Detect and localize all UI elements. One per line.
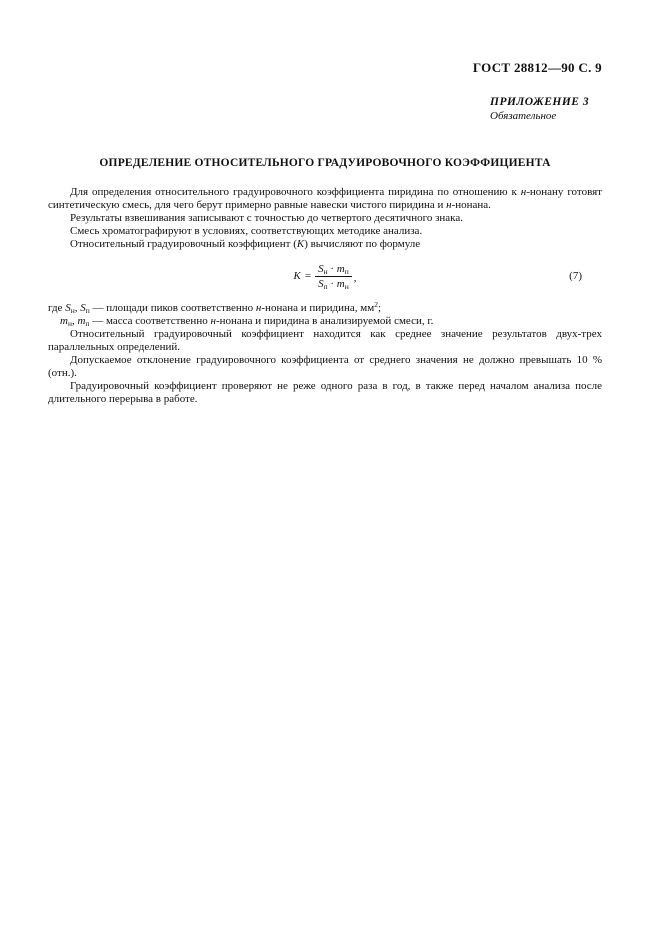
text-run: — площади пиков соответственно: [89, 302, 256, 314]
fraction: [315, 263, 352, 290]
subscript-n: н: [70, 306, 75, 315]
appendix-type: Обязательное: [490, 110, 557, 122]
document-title: ОПРЕДЕЛЕНИЕ ОТНОСИТЕЛЬНОГО ГРАДУИРОВОЧНОГО КОЭФФИЦИЕНТА: [99, 157, 551, 169]
appendix-label: ПРИЛОЖЕНИЕ 3: [490, 96, 590, 108]
superscript-2: 2: [374, 300, 378, 309]
chemical-prefix: н: [255, 302, 262, 314]
text-run: ,: [74, 302, 81, 314]
chemical-prefix: н: [520, 186, 527, 198]
equation-number: (7): [569, 270, 582, 282]
text-run: — масса соответственно: [89, 315, 211, 327]
paragraph-intro: [48, 186, 602, 212]
appendix-block: [490, 96, 602, 123]
variable-m: m: [60, 315, 68, 327]
variable-m: m: [336, 262, 345, 275]
text-run: -нонана.: [451, 199, 491, 211]
paragraph-mass: [48, 315, 602, 328]
text-run: Относительный градуировочный коэффициент (: [70, 238, 297, 250]
text-run: -нонану готовят синтетическую смесь, для чего берут примерно равные навески чистого пиридина и: [48, 186, 602, 211]
text-run: ;: [377, 302, 382, 314]
multiplication-dot: ·: [330, 262, 335, 275]
paragraph-average: Относительный градуировочный коэффициент находится как среднее значение результатов двух-трех параллельных определений.: [48, 328, 602, 353]
variable-S: S: [80, 302, 86, 314]
subscript-n: н: [323, 266, 328, 276]
formula-comma: ,: [353, 271, 357, 284]
subscript-p: п: [344, 266, 349, 276]
fraction-numerator: [315, 263, 352, 276]
paragraph-deviation: Допускаемое отклонение градуировочного коэффициента от среднего значения не должно превышать 10 % (отн.).: [48, 354, 602, 379]
paragraph-chromatography: Смесь хроматографируют в условиях, соответствующих методике анализа.: [70, 225, 423, 237]
variable-S: S: [318, 277, 324, 290]
formula-row: [48, 258, 602, 294]
text-run: -нонана и пиридина, мм: [261, 302, 375, 314]
subscript-p: п: [85, 319, 90, 328]
running-header: ГОСТ 28812—90 С. 9: [472, 60, 602, 75]
text-column: [48, 0, 602, 406]
subscript-p: п: [323, 281, 328, 291]
variable-m: m: [336, 277, 345, 290]
text-run: где: [48, 302, 66, 314]
variable-S: S: [65, 302, 71, 314]
text-run: ,: [71, 315, 78, 327]
paragraph-where: [48, 302, 602, 315]
multiplication-dot: ·: [330, 277, 335, 290]
paragraph-coefficient-formula-intro: [48, 238, 602, 251]
variable-K: K: [293, 270, 301, 282]
chemical-prefix: н: [210, 315, 216, 327]
text-run: ) вычисляют по формуле: [304, 238, 421, 250]
chemical-prefix: н: [446, 199, 452, 211]
text-run: Для определения относительного градуировочного коэффициента пиридина по отношению к: [70, 186, 521, 198]
formula-7: [294, 263, 357, 290]
subscript-n: н: [344, 281, 349, 291]
paragraph-weighing: Результаты взвешивания записывают с точностью до четвертого десятичного знака.: [70, 212, 463, 224]
subscript-p: п: [85, 306, 90, 315]
fraction-denominator: [315, 276, 352, 290]
text-run: -нонана и пиридина в анализируемой смеси, г.: [215, 315, 434, 327]
variable-K: К: [296, 238, 305, 250]
variable-S: S: [318, 262, 324, 275]
subscript-n: н: [67, 319, 72, 328]
variable-m: m: [77, 315, 86, 327]
equals-sign: =: [304, 270, 312, 282]
paragraph-verification: Градуировочный коэффициент проверяют не реже одного раза в год, в также перед началом анализа после длительного перерыва в работе.: [48, 380, 602, 405]
